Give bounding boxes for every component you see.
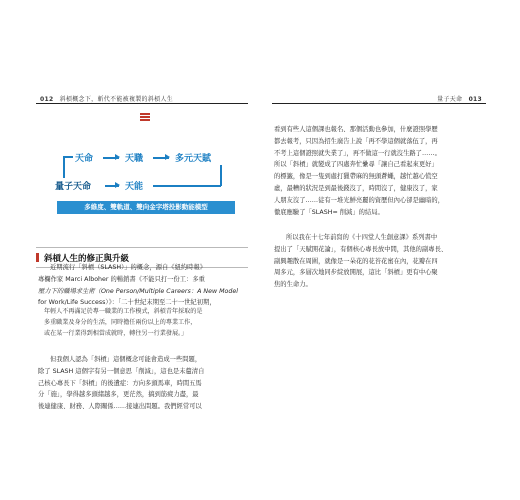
text-line: 年輕人不再滿足於專一職業的工作模式，斜槓青年採取的是 <box>44 308 203 315</box>
text-line: 虛，最糟的狀況是到最後錢沒了，時間沒了，健康沒了，家 <box>274 184 438 192</box>
text-line: 分「施」，學得越多頭緒越多，更茫然，搞到筋疲力盡，最 <box>38 391 199 399</box>
book-title-right: 量子天命 <box>437 96 463 103</box>
text-line: 人朋友沒了……徒有一堆光鮮亮麗的資歷但內心卻是幽暗的， <box>274 196 445 204</box>
text-line: 的標籤，像是一隻到處打獵帶麻的無頭蒼蠅，越忙越心慌空 <box>274 173 438 181</box>
running-header-left <box>36 94 173 103</box>
page-number-right: 013 <box>468 96 482 103</box>
page-number-left: 012 <box>40 96 54 103</box>
arrow-right-icon <box>105 185 119 187</box>
text-line: 多重職業及身分的生活，同時擔任兩份以上的專業工作， <box>44 319 197 326</box>
connector-line <box>63 156 65 178</box>
block-quote <box>44 306 244 339</box>
chapter-title-left: 斜槓概念下，斬代不能被複製的斜槓人生 <box>59 96 174 103</box>
left-paragraph-2 <box>38 354 248 413</box>
text-line: 周多元，多層次地同步綻放開展，這比「斜槓」更有中心聚 <box>274 269 438 277</box>
text-line: 提出了「天賦開花論」，有個核心專長放中間，其他的副專長、 <box>274 245 448 253</box>
text-line: 焦的生命力。 <box>274 281 312 289</box>
right-paragraph-2 <box>274 232 486 291</box>
connector-line <box>63 156 73 158</box>
diagram-label-destiny: 天命 <box>75 154 94 164</box>
text-line: 不考上這個證照就失業了」，再不做這一行就沒生路了……。 <box>274 149 441 157</box>
arrow-right-icon <box>153 157 169 159</box>
text-line: 近期流行「斜槓（SLASH）」的概念，源自《紐約時報》 <box>50 264 207 271</box>
text-line: 副興趣散在周圍，就像是一朵花的花苔花蜜在內，花瓣在四 <box>274 257 438 265</box>
text-line: for Work/Life Success）》：「二十世紀末期至二十一世紀初期， <box>38 299 216 307</box>
red-bars-icon <box>140 112 150 122</box>
text-line: 或在某一行業得到相當成就時，轉往另一行業發展。」 <box>44 330 188 337</box>
text-line: 己核心專長下「斜槓」的後遺症：方向多頭馬車，時間五馬 <box>38 379 202 387</box>
left-paragraph-1 <box>38 262 248 309</box>
destiny-diagram <box>55 146 240 236</box>
text-line: 所以我在十七年前寫的《十四堂人生創意課》系列書中 <box>286 234 438 241</box>
diagram-banner: 多維度、雙軌道、雙向金字塔投影動能模型 <box>57 201 235 214</box>
text-line: 專欄作家 Marci Alboher 的暢銷書《不能只打一份工：多重 <box>38 275 205 283</box>
diagram-label-ability: 天能 <box>125 182 144 192</box>
text-line: 所以「斜槓」就變成了四處奔忙纍尋「讓自己看起來更好」 <box>274 161 438 169</box>
running-header-right <box>437 94 486 103</box>
text-line: 壓力下的職場求生術（One Person/Multiple Careers：A New Model <box>38 287 239 295</box>
section-title: 斜槓人生的修正與升級 <box>44 252 248 264</box>
text-line: 後連健康、財務、人際關係……接連出問題。我們經常可以 <box>38 403 202 411</box>
text-line: 看到有些人這個課也報名、那個活動也參加，什麼證照學歷 <box>274 126 438 133</box>
header-rule-left <box>36 103 248 104</box>
text-line: 都去報考，只因為招生廣告上說「再不學這個就落伍了，再 <box>274 137 438 145</box>
text-line: 徹底應驗了「SLASH= 削減」的結局。 <box>274 208 384 216</box>
arrow-right-icon <box>103 157 119 159</box>
divider <box>36 247 248 248</box>
diagram-label-vocation: 天職 <box>125 154 144 164</box>
header-rule-right <box>272 103 486 104</box>
text-line: 除了 SLASH 這個字有另一個意思「削減」，這也是未釐清自 <box>38 367 205 375</box>
diagram-label-talents: 多元天賦 <box>175 154 212 164</box>
connector-line <box>153 185 221 187</box>
connector-line <box>220 165 222 186</box>
right-paragraph-1 <box>274 124 486 218</box>
diagram-label-quantum-destiny: 量子天命 <box>55 182 92 192</box>
text-line: 但我個人認為「斜槓」這個概念可能會造成一些問題， <box>50 356 202 363</box>
